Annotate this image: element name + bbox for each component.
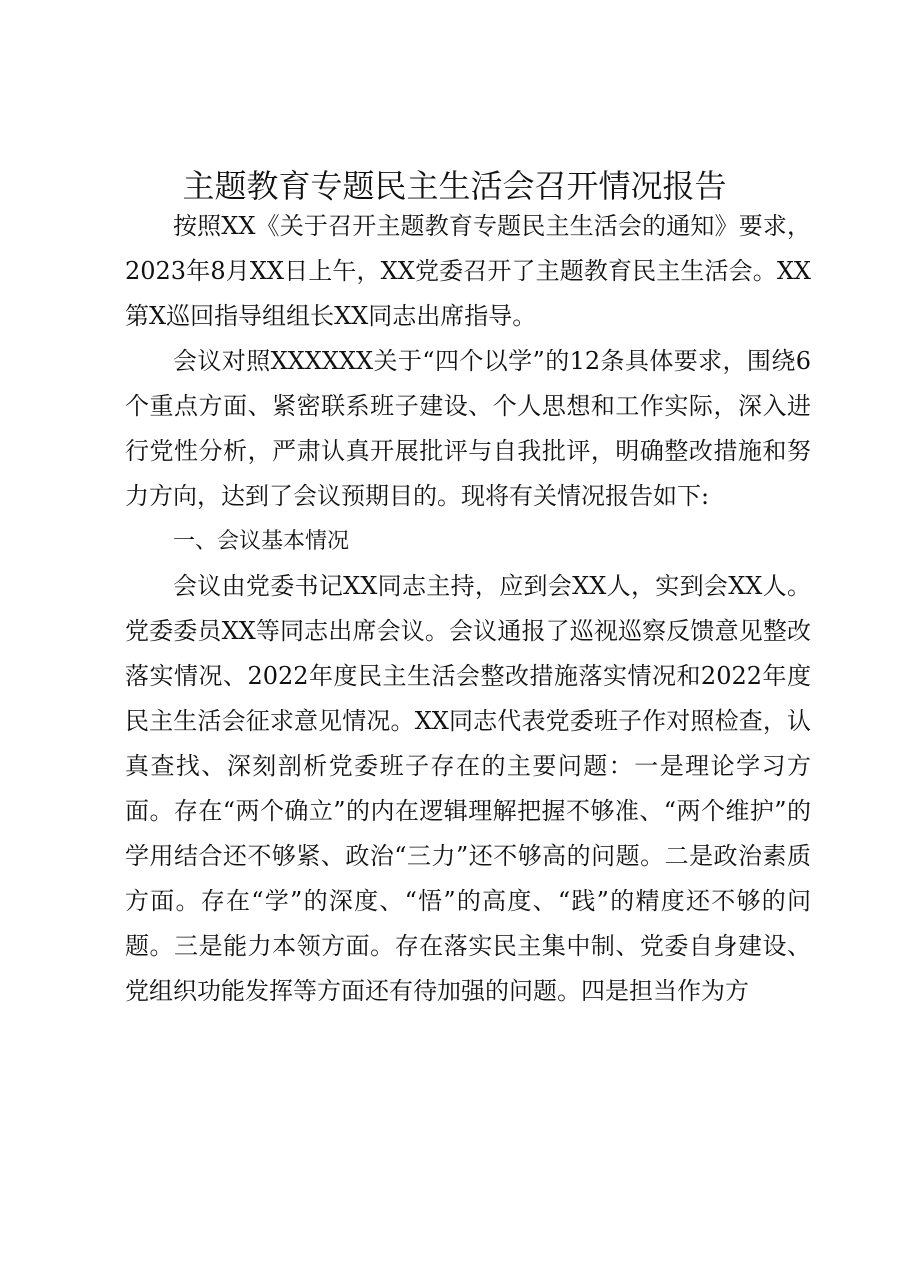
document-title: 主题教育专题民主生活会召开情况报告 bbox=[182, 167, 727, 205]
paragraph-basic-info: 会议由党委书记XX同志主持，应到会XX人，实到会XX人。党委委员XX等同志出席会议。会议通报了巡视巡察反馈意见整改落实情况、2022年度民主生活会整改措施落实情况和2022年度民主生活会征求意见情况。XX同志代表党委班子作对照检查，认真查找、深刻剖析党委班子存在的主要问题：一是理论学习方面。存在“两个确立”的内在逻辑理解把握不够准、“两个维护”的学用结合还不够紧、政治“三力”还不够高的问题。二是政治素质方面。存在“学”的深度、“悟”的高度、“践”的精度还不够的问题。三是能力本领方面。存在落实民主集中制、党委自身建设、党组织功能发挥等方面还有待加强的问题。四是担当作为方 bbox=[125, 572, 811, 1005]
paragraph-meeting-summary: 会议对照XXXXXX关于“四个以学”的12条具体要求，围绕6个重点方面、紧密联系班子建设、个人思想和工作实际，深入进行党性分析，严肃认真开展批评与自我批评，明确整改措施和努力方向，达到了会议预期目的。现将有关情况报告如下: bbox=[125, 347, 811, 510]
document-body bbox=[125, 204, 811, 1014]
section-heading-basic-info: 一、会议基本情况 bbox=[173, 529, 350, 554]
paragraph-intro: 按照XX《关于召开主题教育专题民主生活会的通知》要求，2023年8月XX日上午，XX党委召开了主题教育民主生活会。XX第X巡回指导组组长XX同志出席指导。 bbox=[125, 212, 811, 330]
